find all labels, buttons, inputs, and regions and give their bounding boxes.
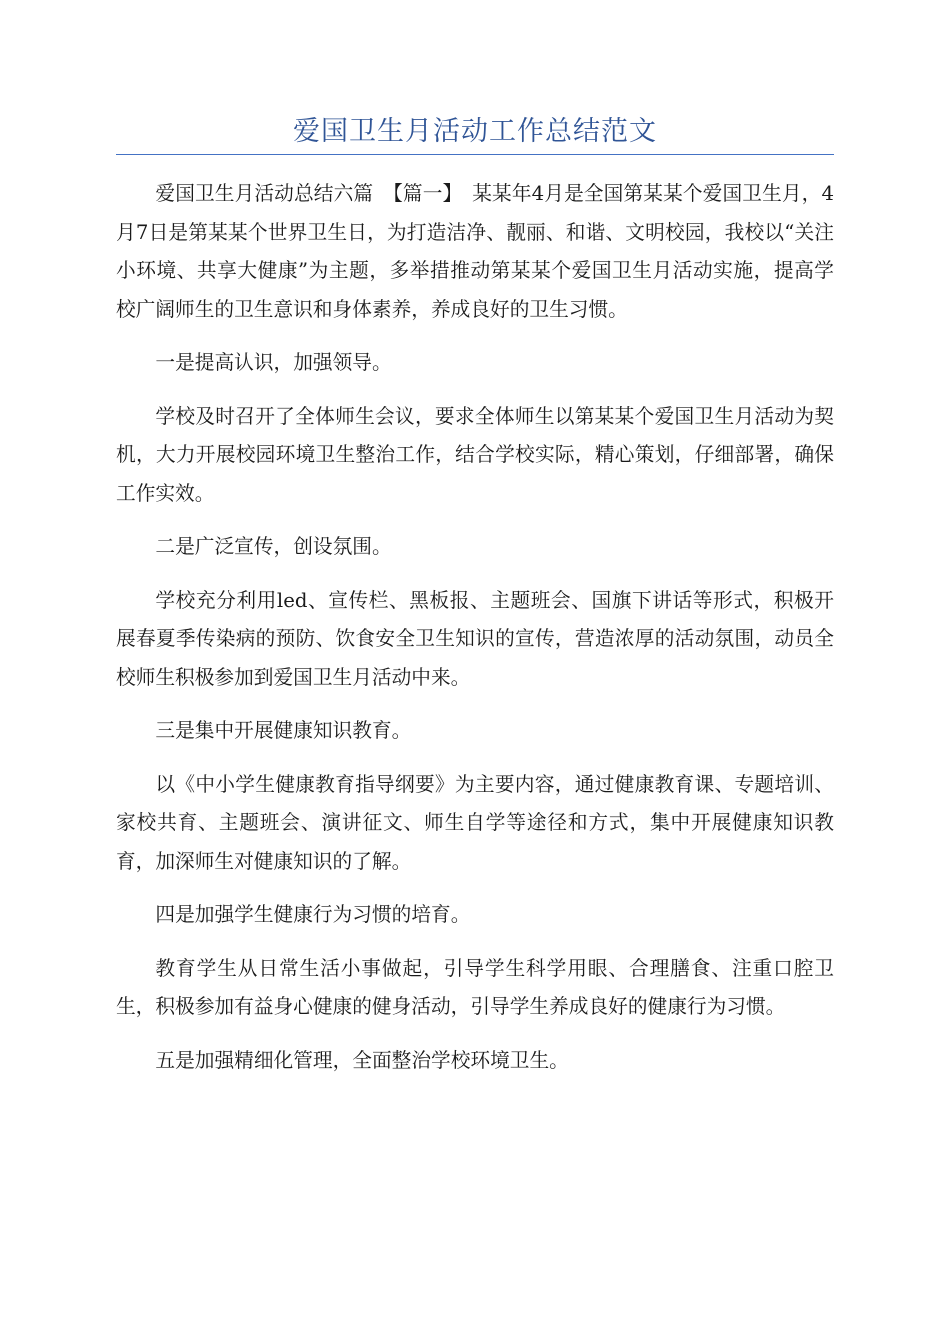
paragraph-heading-3: 三是集中开展健康知识教育。 <box>155 719 412 742</box>
paragraph-heading-4: 四是加强学生健康行为习惯的培育。 <box>155 903 471 926</box>
document-body <box>116 175 834 1095</box>
paragraph-body-2: 学校充分利用led、宣传栏、黑板报、主题班会、国旗下讲话等形式，积极开展春夏季传染病的预防、饮食安全卫生知识的宣传，营造浓厚的活动氛围，动员全校师生积极参加到爱国卫生月活动中来。 <box>116 588 834 689</box>
paragraph-heading-2: 二是广泛宣传，创设氛围。 <box>155 535 392 558</box>
paragraph-body-1: 学校及时召开了全体师生会议，要求全体师生以第某某个爱国卫生月活动为契机，大力开展校园环境卫生整治工作，结合学校实际，精心策划，仔细部署，确保工作实效。 <box>116 404 834 505</box>
paragraph-body-4: 教育学生从日常生活小事做起，引导学生科学用眼、合理膳食、注重口腔卫生，积极参加有益身心健康的健身活动，引导学生养成良好的健康行为习惯。 <box>116 956 834 1018</box>
paragraph-intro: 爱国卫生月活动总结六篇 【篇一】 某某年4月是全国第某某个爱国卫生月，4月7日是第某某个世界卫生日，为打造洁净、靓丽、和谐、文明校园，我校以“关注小环境、共享大健康”为主题，多举措推动第某某个爱国卫生月活动实施，提高学校广阔师生的卫生意识和身体素养，养成良好的卫生习惯。 <box>116 182 834 321</box>
paragraph-body-3: 以《中小学生健康教育指导纲要》为主要内容，通过健康教育课、专题培训、家校共育、主题班会、演讲征文、师生自学等途径和方式，集中开展健康知识教育，加深师生对健康知识的了解。 <box>116 772 834 873</box>
title-underline <box>116 154 834 155</box>
document-title: 爱国卫生月活动工作总结范文 <box>293 116 657 147</box>
paragraph-heading-1: 一是提高认识，加强领导。 <box>155 351 392 374</box>
paragraph-heading-5: 五是加强精细化管理，全面整治学校环境卫生。 <box>155 1048 569 1072</box>
